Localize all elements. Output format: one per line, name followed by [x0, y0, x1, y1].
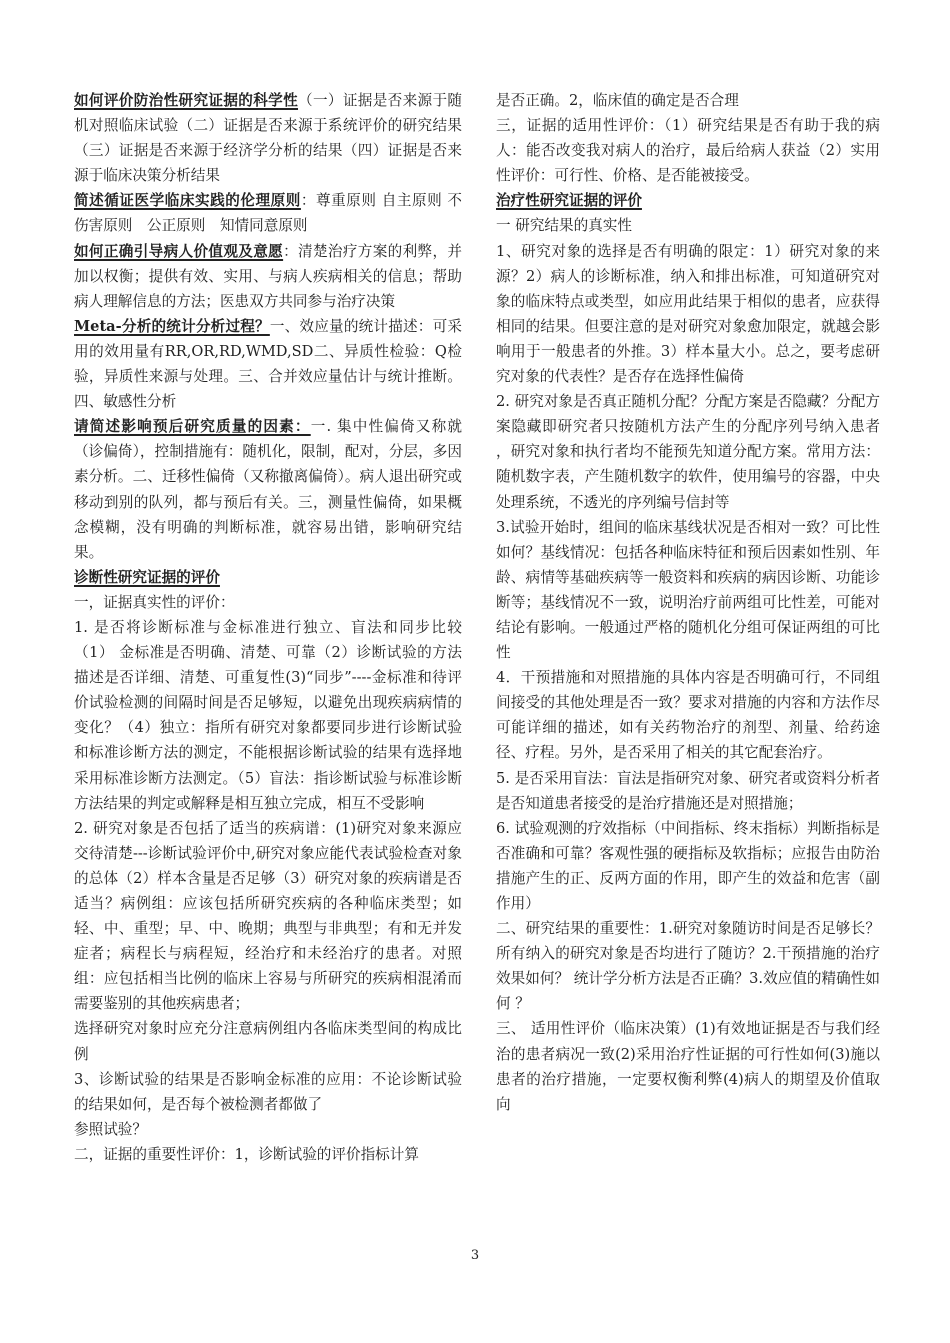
paragraph: [74, 414, 462, 565]
paragraph-text: 5. 是否采用盲法：盲法是指研究对象、研究者或资料分析者是否知道患者接受的是治疗措施还是对照措施；: [496, 769, 880, 812]
paragraph: [496, 916, 880, 1016]
paragraph: [496, 188, 880, 213]
paragraph-text: 二，证据的重要性评价：1，诊断试验的评价指标计算: [74, 1145, 419, 1163]
paragraph: [74, 816, 462, 1017]
paragraph-text: 是否正确。2，临床值的确定是否合理: [496, 92, 739, 109]
paragraph-text: 一. 集中性偏倚又称就（诊偏倚），控制措施有：随机化，限制，配对，分层，多因素分析。二、迁移性偏倚（又称撤离偏倚）。病人退出研究或移动到别的队列，都与预后有关。三，测量性偏倚，如果概念模糊，没有明确的判断标准，就容易出错，影响研究结果。: [74, 418, 462, 561]
paragraph: [496, 88, 880, 113]
paragraph: [74, 1067, 462, 1117]
paragraph-text: （一）证据是否来源于随机对照临床试验（二）证据是否来源于系统评价的研究结果（三）证据是否来源于经济学分析的结果（四）证据是否来源于临床决策分析结果: [74, 92, 462, 185]
paragraph: [74, 88, 462, 188]
paragraph: [74, 565, 462, 590]
section-heading: 如何正确引导病人价值观及意愿: [74, 242, 284, 260]
paragraph-text: 2. 研究对象是否包括了适当的疾病谱：(1)研究对象来源应交待清楚---诊断试验评价中,研究对象应能代表试验检查对象的总体（2）样本含量是否足够（3）研究对象的疾病谱是否适当？病例组：应该包括所研究疾病的各种临床类型；如轻、中、重型；早、中、晚期；典型与非典型；有和无并发症者；病程长与病程短，经治疗和未经治疗的患者。对照组：应包括相当比例的临床上容易与所研究的疾病相混淆而需要鉴别的其他疾病患者；: [74, 819, 462, 1013]
paragraph-text: 3、诊断试验的结果是否影响金标准的应用：不论诊断试验的结果如何，是否每个被检测者都做了: [74, 1070, 462, 1113]
paragraph: [74, 239, 462, 314]
paragraph: [496, 665, 880, 765]
paragraph-text: 2. 研究对象是否真正随机分配？分配方案是否隐藏？分配方案隐藏即研究者只按随机方法产生的分配序列号纳入患者 ，研究对象和执行者均不能预先知道分配方案。常用方法：随机数字表，产生随机数字的软件，使用编号的容器，中央处理系统，不透光的序列编号信封等: [496, 393, 880, 511]
paragraph: [496, 213, 880, 238]
paragraph: [496, 515, 880, 666]
paragraph: [496, 1016, 880, 1116]
section-heading: 治疗性研究证据的评价: [496, 192, 642, 210]
paragraph: [496, 239, 880, 390]
paragraph: [496, 389, 880, 514]
paragraph-text: 3.试验开始时，组间的临床基线状况是否相对一致？可比性如何？基线情况：包括各种临床特征和预后因素如性别、年龄、病情等基础疾病等一般资料和疾病的病因诊断、功能诊断等；基线情况不一致，说明治疗前两组可比性差，可能对结论有影响。一般通过严格的随机化分组可保证两组的可比性: [496, 518, 880, 662]
paragraph: [496, 766, 880, 816]
paragraph-text: 三、 适用性评价（临床决策）(1)有效地证据是否与我们经治的患者病况一致(2)采用治疗性证据的可行性如何(3)施以患者的治疗措施，一定要权衡利弊(4)病人的期望及价值取向: [496, 1020, 880, 1113]
paragraph-text: 1. 是否将诊断标准与金标准进行独立、盲法和同步比较（1） 金标准是否明确、清楚、可靠（2）诊断试验的方法描述是否详细、清楚、可重复性(3)“同步”----金标准和待评价试验检测的间隔时间是否足够短，以避免出现疾病病情的变化？（4）独立：指所有研究对象都要同步进行诊断试验和标准诊断方法的测定，不能根据诊断试验的结果有选择地采用标准诊断方法测定。（5）盲法：指诊断试验与标准诊断方法结果的判定或解释是相互独立完成，相互不受影响: [74, 618, 462, 812]
paragraph-text: 一、效应量的统计描述：可采用的效用量有RR,OR,RD,WMD,SD二、异质性检验：Q检验，异质性来源与处理。三、合并效应量估计与统计推断。四、敏感性分析: [74, 317, 462, 411]
paragraph: [74, 1016, 462, 1066]
paragraph: [74, 314, 462, 414]
paragraph-text: 一 研究结果的真实性: [496, 217, 632, 235]
section-heading: 简述循证医学临床实践的伦理原则: [74, 192, 301, 210]
section-heading: 如何评价防治性研究证据的科学性: [74, 92, 299, 109]
paragraph-text: 一，证据真实性的评价：: [74, 593, 235, 611]
section-heading: 请简述影响预后研究质量的因素：: [74, 418, 311, 436]
section-heading: Meta-分析的统计分析过程？: [74, 317, 270, 335]
left-column: [74, 88, 462, 1167]
paragraph-text: 选择研究对象时应充分注意病例组内各临床类型间的构成比例: [74, 1020, 462, 1063]
paragraph: [496, 816, 880, 916]
paragraph: [74, 1117, 462, 1142]
paragraph-text: 三，证据的适用性评价：（1）研究结果是否有助于我的病人：能否改变我对病人的治疗，最后给病人获益（2）实用性评价：可行性、价格、是否能被接受。: [496, 117, 880, 185]
page-number: 3: [470, 1248, 480, 1263]
paragraph-text: 6. 试验观测的疗效指标（中间指标、终末指标）判断指标是否准确和可靠？客观性强的硬指标及软指标；应报告由防治措施产生的正、反两方面的作用，即产生的效益和危害（副作用）: [496, 819, 880, 912]
paragraph-text: ：尊重原则 自主原则 不伤害原则 公正原则 知情同意原则: [74, 192, 462, 235]
paragraph: [74, 188, 462, 238]
paragraph-text: 1、研究对象的选择是否有明确的限定：1）研究对象的来源？2）病人的诊断标准，纳入和排出标准，可知道研究对象的临床特点或类型，如应用此结果于相似的患者，应获得相同的结果。但要注意的是对研究对象愈加限定，就越会影响用于一般患者的外推。3）样本量大小。总之，要考虑研究对象的代表性？是否存在选择性偏倚: [496, 242, 880, 386]
paragraph: [74, 1142, 462, 1167]
section-heading: 诊断性研究证据的评价: [74, 568, 220, 586]
paragraph: [74, 615, 462, 816]
paragraph-text: 4．干预措施和对照措施的具体内容是否明确可行，不同组间接受的其他处理是否一致？要求对措施的内容和方法作尽可能详细的描述，如有关药物治疗的剂型、剂量、给药途径、疗程。另外，是否采用了相关的其它配套治疗。: [496, 669, 880, 762]
right-column: [496, 88, 880, 1117]
paragraph: [74, 590, 462, 615]
paragraph-text: 二、研究结果的重要性：1.研究对象随访时间是否足够长？所有纳入的研究对象是否均进行了随访？2.干预措施的治疗效果如何？ 统计学分析方法是否正确？3.效应值的精确性如何 ？: [496, 920, 880, 1013]
paragraph: [496, 113, 880, 188]
paragraph-text: 参照试验？: [74, 1120, 147, 1138]
paragraph-text: ：清楚治疗方案的利弊，并加以权衡；提供有效、实用、与病人疾病相关的信息；帮助病人理解信息的方法；医患双方共同参与治疗决策: [74, 242, 462, 310]
